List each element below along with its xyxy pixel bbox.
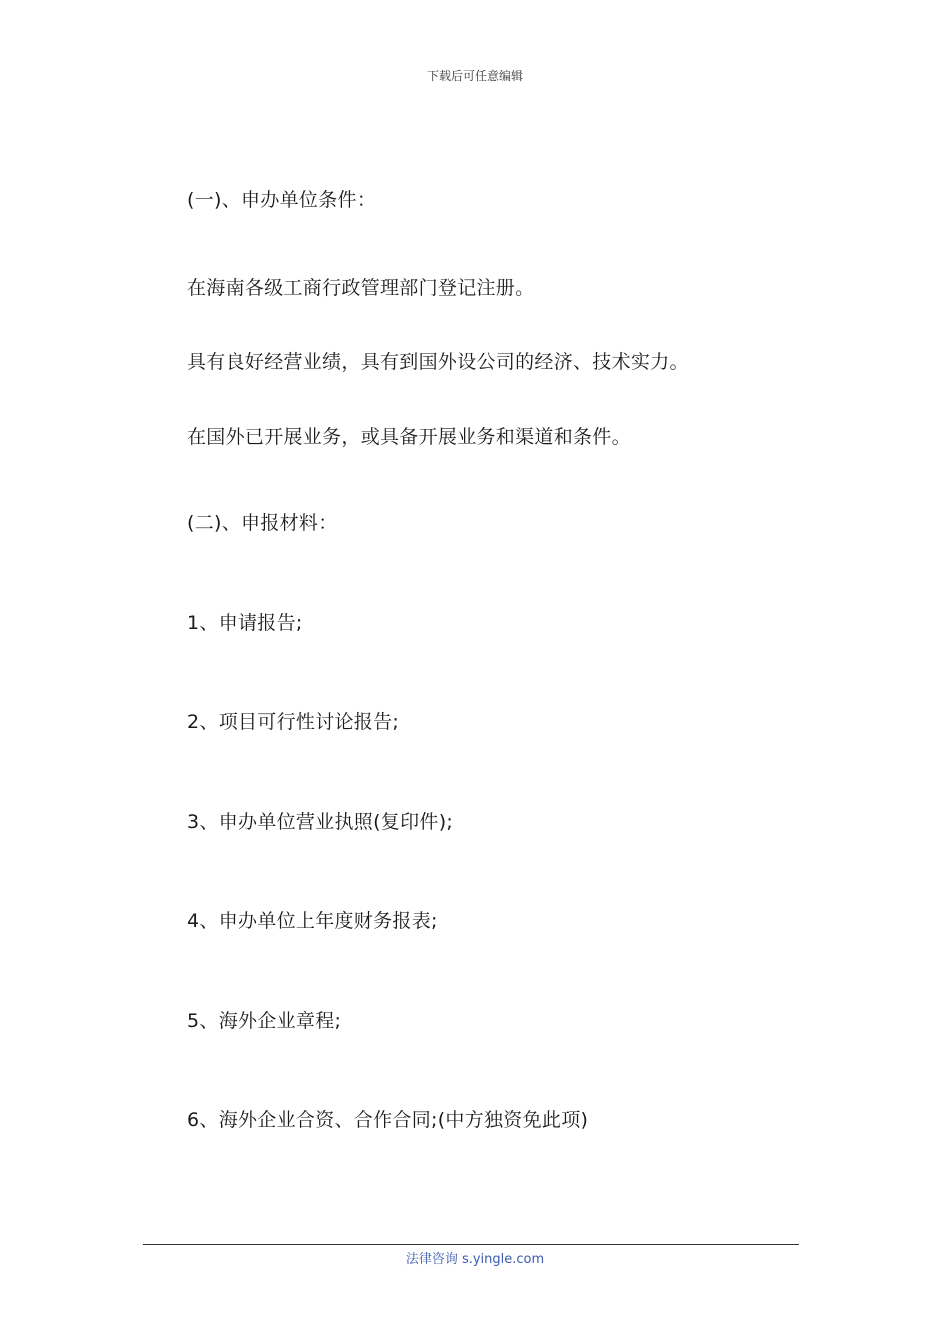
list-item: 2、项目可行性讨论报告;	[187, 711, 400, 733]
list-item: 6、海外企业合资、合作合同;(中方独资免此项)	[187, 1109, 589, 1131]
footer-link[interactable]: 法律咨询 s.yingle.com	[405, 1252, 545, 1267]
paragraph-line: 在海南各级工商行政管理部门登记注册。	[187, 277, 535, 299]
list-item: 3、申办单位营业执照(复印件);	[187, 811, 454, 833]
paragraph-line: 在国外已开展业务，或具备开展业务和渠道和条件。	[187, 426, 631, 448]
list-item: 4、申办单位上年度财务报表;	[187, 910, 438, 932]
section-heading-materials: (二)、申报材料：	[187, 512, 338, 534]
section-heading-conditions: (一)、申办单位条件：	[187, 189, 377, 211]
page-header-note: 下载后可任意编辑	[426, 69, 523, 83]
list-item: 5、海外企业章程;	[187, 1010, 342, 1032]
footer-divider	[143, 1244, 799, 1245]
list-item: 1、申请报告;	[187, 612, 303, 634]
paragraph-line: 具有良好经营业绩，具有到国外设公司的经济、技术实力。	[187, 351, 689, 373]
